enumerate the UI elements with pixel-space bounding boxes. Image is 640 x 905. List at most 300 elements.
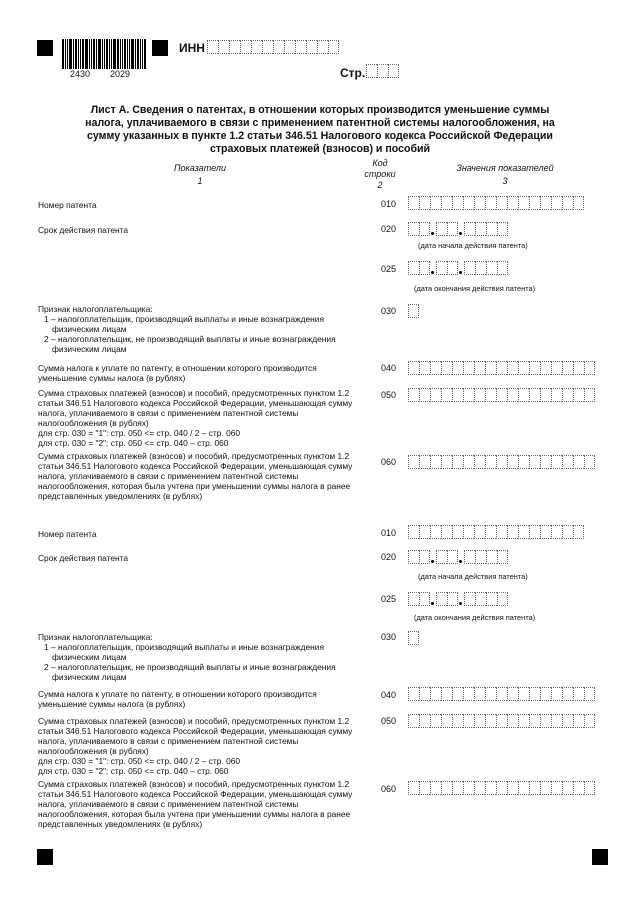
barcode-bar bbox=[142, 39, 143, 69]
column-header-values bbox=[440, 163, 570, 187]
previous-amount-label: Сумма страховых платежей (взносов) и пособий, предусмотренных пунктом 1.2 статьи 346.51 Налогового кодекса Российской Федерации, уменьшающая сумму налога, уплачиваемого в связи с применением патентной системы налогообложения, которая была учтена при уменьшении суммы налога в ранее представленных уведомлениях (в рублях) bbox=[38, 779, 353, 829]
barcode-bar bbox=[93, 39, 95, 69]
tax-amount-label: Сумма налога к уплате по патенту, в отношении которого производится уменьшение суммы налога (в рублях) bbox=[38, 689, 317, 709]
input-cell[interactable] bbox=[474, 455, 485, 469]
date-digit-cell[interactable] bbox=[419, 222, 430, 236]
patent-start-date-caption: (дата начала действия патента) bbox=[418, 572, 528, 581]
input-cell[interactable] bbox=[419, 525, 430, 539]
input-cell[interactable] bbox=[452, 714, 463, 728]
input-cell[interactable] bbox=[551, 196, 562, 210]
input-cell[interactable] bbox=[419, 455, 430, 469]
input-cell[interactable] bbox=[485, 687, 496, 701]
input-cell[interactable] bbox=[518, 714, 529, 728]
line-code-020: 020 bbox=[381, 224, 397, 234]
input-cell[interactable] bbox=[419, 361, 430, 375]
input-cell[interactable] bbox=[419, 196, 430, 210]
input-cell[interactable] bbox=[518, 455, 529, 469]
date-digit-cell[interactable] bbox=[408, 222, 419, 236]
date-digit-cell[interactable] bbox=[464, 222, 475, 236]
input-cell[interactable] bbox=[562, 196, 573, 210]
input-cell[interactable] bbox=[507, 361, 518, 375]
taxpayer-sign-option-1: 1 – налогоплательщик, производящий выплаты и иные вознаграждения физическим лицам bbox=[44, 642, 325, 662]
input-cell[interactable] bbox=[408, 361, 419, 375]
input-cell[interactable] bbox=[507, 196, 518, 210]
date-separator-dot bbox=[430, 261, 436, 275]
input-cell[interactable] bbox=[441, 781, 452, 795]
date-digit-cell[interactable] bbox=[408, 261, 419, 275]
date-digit-cell[interactable] bbox=[447, 261, 458, 275]
input-cell[interactable] bbox=[441, 525, 452, 539]
insurance-amount-text: Сумма страховых платежей (взносов) и пособий, предусмотренных пунктом 1.2 статьи 346.51 Налогового кодекса Российской Федерации, уменьшающая сумму налога, уплачиваемого в связи с применением патентной системы налогообложения (в рублях) bbox=[38, 388, 353, 428]
input-cell[interactable] bbox=[496, 455, 507, 469]
input-cell[interactable] bbox=[328, 40, 339, 54]
input-cell[interactable] bbox=[474, 196, 485, 210]
input-cell[interactable] bbox=[474, 388, 485, 402]
tax-amount-field[interactable] bbox=[408, 361, 595, 375]
barcode-bar bbox=[67, 39, 68, 69]
patent-end-date-caption: (дата окончания действия патента) bbox=[414, 284, 536, 293]
input-cell[interactable] bbox=[419, 687, 430, 701]
input-cell[interactable] bbox=[551, 687, 562, 701]
input-cell[interactable] bbox=[518, 525, 529, 539]
date-digit-cell[interactable] bbox=[475, 222, 486, 236]
barcode-bar bbox=[98, 39, 101, 69]
input-cell[interactable] bbox=[584, 455, 595, 469]
previous-amount-field[interactable] bbox=[408, 455, 595, 469]
date-digit-cell[interactable] bbox=[408, 592, 419, 606]
barcode-number-left: 2430 bbox=[70, 69, 91, 79]
input-cell[interactable] bbox=[377, 64, 388, 78]
date-digit-cell[interactable] bbox=[497, 222, 508, 236]
input-cell[interactable] bbox=[295, 40, 306, 54]
column-header-indicators bbox=[150, 163, 250, 187]
input-cell[interactable] bbox=[529, 714, 540, 728]
barcode bbox=[62, 39, 148, 69]
barcode-bar bbox=[62, 39, 64, 69]
patent-start-date-caption: (дата начала действия патента) bbox=[418, 241, 528, 250]
date-digit-cell[interactable] bbox=[464, 261, 475, 275]
date-digit-cell[interactable] bbox=[486, 222, 497, 236]
input-cell[interactable] bbox=[551, 714, 562, 728]
date-digit-cell[interactable] bbox=[475, 550, 486, 564]
input-cell[interactable] bbox=[584, 388, 595, 402]
barcode-bar bbox=[109, 39, 110, 69]
barcode-bar bbox=[91, 39, 92, 69]
barcode-bar bbox=[127, 39, 128, 69]
barcode-bar bbox=[65, 39, 66, 69]
corner-marker-top-right bbox=[152, 40, 168, 56]
date-digit-cell[interactable] bbox=[447, 222, 458, 236]
input-cell[interactable] bbox=[474, 525, 485, 539]
column-header-values-label: Значения показателей bbox=[456, 163, 554, 173]
input-cell[interactable] bbox=[584, 714, 595, 728]
line-code-010: 010 bbox=[381, 528, 397, 538]
barcode-bar bbox=[96, 39, 97, 69]
input-cell[interactable] bbox=[507, 687, 518, 701]
date-digit-cell[interactable] bbox=[486, 261, 497, 275]
input-cell[interactable] bbox=[562, 714, 573, 728]
input-cell[interactable] bbox=[573, 525, 584, 539]
input-cell[interactable] bbox=[463, 455, 474, 469]
patent-number-field[interactable] bbox=[408, 196, 584, 210]
tax-amount-label: Сумма налога к уплате по патенту, в отношении которого производится уменьшение суммы налога (в рублях) bbox=[38, 363, 317, 383]
barcode-bar bbox=[85, 39, 88, 69]
previous-amount-label: Сумма страховых платежей (взносов) и пособий, предусмотренных пунктом 1.2 статьи 346.51 Налогового кодекса Российской Федерации, уменьшающая сумму налога, уплачиваемого в связи с применением патентной системы налогообложения, которая была учтена при уменьшении суммы налога в ранее представленных уведомлениях (в рублях) bbox=[38, 451, 353, 501]
line-code-030: 030 bbox=[381, 632, 397, 642]
date-digit-cell[interactable] bbox=[419, 592, 430, 606]
date-digit-cell[interactable] bbox=[475, 592, 486, 606]
input-cell[interactable] bbox=[518, 196, 529, 210]
barcode-bar bbox=[106, 39, 108, 69]
date-digit-cell[interactable] bbox=[464, 550, 475, 564]
patent-number-label: Номер патента bbox=[38, 529, 97, 539]
date-separator-dot bbox=[458, 592, 464, 606]
input-cell[interactable] bbox=[540, 714, 551, 728]
input-cell[interactable] bbox=[540, 525, 551, 539]
column-header-indicators-number: 1 bbox=[197, 176, 203, 186]
taxpayer-sign-option-2: 2 – налогоплательщик, не производящий выплаты и иные вознаграждения физическим лицам bbox=[44, 334, 336, 354]
date-separator-dot bbox=[458, 261, 464, 275]
input-cell[interactable] bbox=[540, 196, 551, 210]
column-header-values-number: 3 bbox=[502, 176, 508, 186]
input-cell[interactable] bbox=[408, 631, 419, 645]
date-separator-dot bbox=[430, 550, 436, 564]
date-digit-cell[interactable] bbox=[447, 592, 458, 606]
input-cell[interactable] bbox=[573, 388, 584, 402]
input-cell[interactable] bbox=[573, 196, 584, 210]
barcode-bar bbox=[129, 39, 130, 69]
barcode-bar bbox=[122, 39, 123, 69]
date-separator-dot bbox=[458, 550, 464, 564]
patent-term-label: Срок действия патента bbox=[38, 225, 129, 235]
page-number-field[interactable] bbox=[366, 64, 399, 78]
barcode-bar bbox=[102, 39, 103, 69]
input-cell[interactable] bbox=[408, 196, 419, 210]
insurance-amount-field[interactable] bbox=[408, 714, 595, 728]
barcode-bar bbox=[140, 39, 141, 69]
insurance-amount-text: Сумма страховых платежей (взносов) и пособий, предусмотренных пунктом 1.2 статьи 346.51 Налогового кодекса Российской Федерации, уменьшающая сумму налога, уплачиваемого в связи с применением патентной системы налогообложения (в рублях) bbox=[38, 716, 353, 756]
barcode-number-right: 2029 bbox=[110, 69, 131, 79]
input-cell[interactable] bbox=[408, 714, 419, 728]
page-label: Стр. bbox=[340, 66, 366, 80]
input-cell[interactable] bbox=[306, 40, 317, 54]
input-cell[interactable] bbox=[229, 40, 240, 54]
corner-marker-bottom-right bbox=[592, 849, 608, 865]
barcode-bar bbox=[111, 39, 112, 69]
input-cell[interactable] bbox=[584, 687, 595, 701]
date-digit-cell[interactable] bbox=[475, 261, 486, 275]
line-code-025: 025 bbox=[381, 594, 397, 604]
taxpayer-sign-title: Признак налогоплательщика: bbox=[38, 304, 153, 314]
input-cell[interactable] bbox=[485, 361, 496, 375]
input-cell[interactable] bbox=[551, 781, 562, 795]
inn-field[interactable] bbox=[207, 40, 339, 54]
input-cell[interactable] bbox=[485, 714, 496, 728]
input-cell[interactable] bbox=[430, 687, 441, 701]
previous-amount-field[interactable] bbox=[408, 781, 595, 795]
input-cell[interactable] bbox=[584, 781, 595, 795]
input-cell[interactable] bbox=[441, 388, 452, 402]
input-cell[interactable] bbox=[551, 455, 562, 469]
line-code-040: 040 bbox=[381, 690, 397, 700]
patent-term-label: Срок действия патента bbox=[38, 553, 129, 563]
input-cell[interactable] bbox=[452, 388, 463, 402]
input-cell[interactable] bbox=[419, 388, 430, 402]
date-digit-cell[interactable] bbox=[497, 261, 508, 275]
input-cell[interactable] bbox=[507, 781, 518, 795]
input-cell[interactable] bbox=[474, 687, 485, 701]
corner-marker-bottom-left bbox=[37, 849, 53, 865]
input-cell[interactable] bbox=[463, 196, 474, 210]
date-digit-cell[interactable] bbox=[497, 550, 508, 564]
barcode-bar bbox=[82, 39, 84, 69]
input-cell[interactable] bbox=[430, 196, 441, 210]
input-cell[interactable] bbox=[573, 714, 584, 728]
insurance-rule-1: для стр. 030 = "1": стр. 050 <= стр. 040 / 2 – стр. 060 bbox=[38, 428, 241, 438]
input-cell[interactable] bbox=[485, 388, 496, 402]
input-cell[interactable] bbox=[430, 388, 441, 402]
input-cell[interactable] bbox=[529, 687, 540, 701]
patent-number-label: Номер патента bbox=[38, 200, 97, 210]
barcode-bar bbox=[113, 39, 116, 69]
input-cell[interactable] bbox=[507, 388, 518, 402]
barcode-bar bbox=[73, 39, 74, 69]
input-cell[interactable] bbox=[441, 714, 452, 728]
input-cell[interactable] bbox=[262, 40, 273, 54]
input-cell[interactable] bbox=[562, 525, 573, 539]
input-cell[interactable] bbox=[518, 388, 529, 402]
input-cell[interactable] bbox=[562, 388, 573, 402]
input-cell[interactable] bbox=[518, 361, 529, 375]
date-digit-cell[interactable] bbox=[436, 222, 447, 236]
column-header-indicators-label: Показатели bbox=[174, 163, 226, 173]
patent-number-field[interactable] bbox=[408, 525, 584, 539]
input-cell[interactable] bbox=[496, 525, 507, 539]
input-cell[interactable] bbox=[408, 388, 419, 402]
input-cell[interactable] bbox=[529, 525, 540, 539]
barcode-bar bbox=[69, 39, 72, 69]
input-cell[interactable] bbox=[474, 361, 485, 375]
input-cell[interactable] bbox=[540, 361, 551, 375]
input-cell[interactable] bbox=[496, 196, 507, 210]
taxpayer-sign-label bbox=[38, 304, 368, 354]
barcode-bar bbox=[124, 39, 126, 69]
input-cell[interactable] bbox=[562, 781, 573, 795]
input-cell[interactable] bbox=[529, 781, 540, 795]
barcode-bar bbox=[117, 39, 119, 69]
line-code-010: 010 bbox=[381, 199, 397, 209]
input-cell[interactable] bbox=[419, 781, 430, 795]
input-cell[interactable] bbox=[573, 781, 584, 795]
corner-marker-top-left bbox=[37, 40, 53, 56]
patent-end-date-field[interactable] bbox=[408, 592, 508, 606]
date-digit-cell[interactable] bbox=[464, 592, 475, 606]
taxpayer-sign-field[interactable] bbox=[408, 304, 419, 318]
input-cell[interactable] bbox=[240, 40, 251, 54]
patent-end-date-field[interactable] bbox=[408, 261, 508, 275]
input-cell[interactable] bbox=[529, 361, 540, 375]
insurance-amount-label bbox=[38, 388, 358, 448]
insurance-rule-2: для стр. 030 = "2": стр. 050 <= стр. 040 – стр. 060 bbox=[38, 438, 229, 448]
column-header-code-label: Код строки bbox=[364, 158, 396, 179]
line-code-060: 060 bbox=[381, 784, 397, 794]
insurance-amount-label bbox=[38, 716, 358, 776]
input-cell[interactable] bbox=[408, 687, 419, 701]
input-cell[interactable] bbox=[463, 388, 474, 402]
input-cell[interactable] bbox=[463, 361, 474, 375]
tax-amount-field[interactable] bbox=[408, 687, 595, 701]
date-digit-cell[interactable] bbox=[408, 550, 419, 564]
input-cell[interactable] bbox=[485, 781, 496, 795]
barcode-bar bbox=[104, 39, 105, 69]
input-cell[interactable] bbox=[496, 781, 507, 795]
input-cell[interactable] bbox=[408, 781, 419, 795]
input-cell[interactable] bbox=[573, 361, 584, 375]
input-cell[interactable] bbox=[551, 388, 562, 402]
input-cell[interactable] bbox=[463, 714, 474, 728]
barcode-bar bbox=[78, 39, 79, 69]
input-cell[interactable] bbox=[441, 687, 452, 701]
date-digit-cell[interactable] bbox=[447, 550, 458, 564]
input-cell[interactable] bbox=[507, 455, 518, 469]
input-cell[interactable] bbox=[540, 455, 551, 469]
input-cell[interactable] bbox=[452, 196, 463, 210]
barcode-bar bbox=[135, 39, 136, 69]
date-separator-dot bbox=[458, 222, 464, 236]
inn-label: ИНН bbox=[179, 41, 205, 55]
input-cell[interactable] bbox=[273, 40, 284, 54]
patent-start-date-field[interactable] bbox=[408, 222, 508, 236]
column-header-code-number: 2 bbox=[377, 180, 383, 190]
taxpayer-sign-option-2: 2 – налогоплательщик, не производящий выплаты и иные вознаграждения физическим лицам bbox=[44, 662, 336, 682]
line-code-025: 025 bbox=[381, 264, 397, 274]
line-code-020: 020 bbox=[381, 552, 397, 562]
input-cell[interactable] bbox=[430, 525, 441, 539]
patent-start-date-field[interactable] bbox=[408, 550, 508, 564]
barcode-bar bbox=[75, 39, 77, 69]
date-separator-dot bbox=[430, 592, 436, 606]
input-cell[interactable] bbox=[496, 388, 507, 402]
input-cell[interactable] bbox=[540, 687, 551, 701]
input-cell[interactable] bbox=[485, 196, 496, 210]
input-cell[interactable] bbox=[507, 714, 518, 728]
line-code-040: 040 bbox=[381, 363, 397, 373]
taxpayer-sign-label bbox=[38, 632, 368, 682]
input-cell[interactable] bbox=[251, 40, 262, 54]
input-cell[interactable] bbox=[496, 714, 507, 728]
input-cell[interactable] bbox=[463, 687, 474, 701]
input-cell[interactable] bbox=[496, 687, 507, 701]
input-cell[interactable] bbox=[388, 64, 399, 78]
input-cell[interactable] bbox=[430, 361, 441, 375]
barcode-bar bbox=[89, 39, 90, 69]
input-cell[interactable] bbox=[430, 455, 441, 469]
taxpayer-sign-field[interactable] bbox=[408, 631, 419, 645]
input-cell[interactable] bbox=[507, 525, 518, 539]
line-code-050: 050 bbox=[381, 716, 397, 726]
input-cell[interactable] bbox=[218, 40, 229, 54]
sheet-title: Лист А. Сведения о патентах, в отношении которых производится уменьшение суммы налога, уплачиваемого в связи с применением патентной системы налогообложения, на сумму указанных в пункте 1.2 статьи 346.51 Налогового кодекса Российской Федерации страховых платежей (взносов) и пособий bbox=[85, 104, 555, 155]
input-cell[interactable] bbox=[284, 40, 295, 54]
input-cell[interactable] bbox=[366, 64, 377, 78]
input-cell[interactable] bbox=[452, 525, 463, 539]
input-cell[interactable] bbox=[518, 687, 529, 701]
date-digit-cell[interactable] bbox=[486, 550, 497, 564]
column-header-code bbox=[364, 158, 396, 191]
input-cell[interactable] bbox=[452, 687, 463, 701]
input-cell[interactable] bbox=[452, 781, 463, 795]
input-cell[interactable] bbox=[207, 40, 218, 54]
input-cell[interactable] bbox=[584, 361, 595, 375]
input-cell[interactable] bbox=[540, 781, 551, 795]
date-digit-cell[interactable] bbox=[436, 550, 447, 564]
line-code-060: 060 bbox=[381, 457, 397, 467]
patent-end-date-caption: (дата окончания действия патента) bbox=[414, 613, 536, 622]
input-cell[interactable] bbox=[419, 714, 430, 728]
input-cell[interactable] bbox=[430, 781, 441, 795]
taxpayer-sign-title: Признак налогоплательщика: bbox=[38, 632, 153, 642]
input-cell[interactable] bbox=[573, 687, 584, 701]
input-cell[interactable] bbox=[562, 687, 573, 701]
input-cell[interactable] bbox=[562, 455, 573, 469]
insurance-rule-2: для стр. 030 = "2": стр. 050 <= стр. 040 – стр. 060 bbox=[38, 766, 229, 776]
input-cell[interactable] bbox=[317, 40, 328, 54]
barcode-bar bbox=[120, 39, 121, 69]
input-cell[interactable] bbox=[441, 196, 452, 210]
input-cell[interactable] bbox=[518, 781, 529, 795]
input-cell[interactable] bbox=[529, 196, 540, 210]
input-cell[interactable] bbox=[463, 781, 474, 795]
input-cell[interactable] bbox=[452, 361, 463, 375]
input-cell[interactable] bbox=[441, 361, 452, 375]
input-cell[interactable] bbox=[551, 361, 562, 375]
input-cell[interactable] bbox=[474, 714, 485, 728]
taxpayer-sign-option-1: 1 – налогоплательщик, производящий выплаты и иные вознаграждения физическим лицам bbox=[44, 314, 325, 334]
input-cell[interactable] bbox=[430, 714, 441, 728]
date-digit-cell[interactable] bbox=[419, 550, 430, 564]
input-cell[interactable] bbox=[463, 525, 474, 539]
input-cell[interactable] bbox=[562, 361, 573, 375]
date-digit-cell[interactable] bbox=[436, 592, 447, 606]
input-cell[interactable] bbox=[485, 455, 496, 469]
input-cell[interactable] bbox=[452, 455, 463, 469]
input-cell[interactable] bbox=[485, 525, 496, 539]
input-cell[interactable] bbox=[573, 455, 584, 469]
input-cell[interactable] bbox=[496, 361, 507, 375]
line-code-030: 030 bbox=[381, 306, 397, 316]
input-cell[interactable] bbox=[540, 388, 551, 402]
input-cell[interactable] bbox=[408, 455, 419, 469]
line-code-050: 050 bbox=[381, 390, 397, 400]
input-cell[interactable] bbox=[529, 388, 540, 402]
input-cell[interactable] bbox=[441, 455, 452, 469]
barcode-bar bbox=[80, 39, 81, 69]
date-digit-cell[interactable] bbox=[419, 261, 430, 275]
input-cell[interactable] bbox=[474, 781, 485, 795]
barcode-bar bbox=[137, 39, 139, 69]
insurance-rule-1: для стр. 030 = "1": стр. 050 <= стр. 040 / 2 – стр. 060 bbox=[38, 756, 241, 766]
date-digit-cell[interactable] bbox=[486, 592, 497, 606]
input-cell[interactable] bbox=[408, 304, 419, 318]
barcode-bar bbox=[144, 39, 146, 69]
date-digit-cell[interactable] bbox=[436, 261, 447, 275]
input-cell[interactable] bbox=[529, 455, 540, 469]
date-digit-cell[interactable] bbox=[497, 592, 508, 606]
insurance-amount-field[interactable] bbox=[408, 388, 595, 402]
input-cell[interactable] bbox=[551, 525, 562, 539]
barcode-bar bbox=[131, 39, 134, 69]
input-cell[interactable] bbox=[408, 525, 419, 539]
